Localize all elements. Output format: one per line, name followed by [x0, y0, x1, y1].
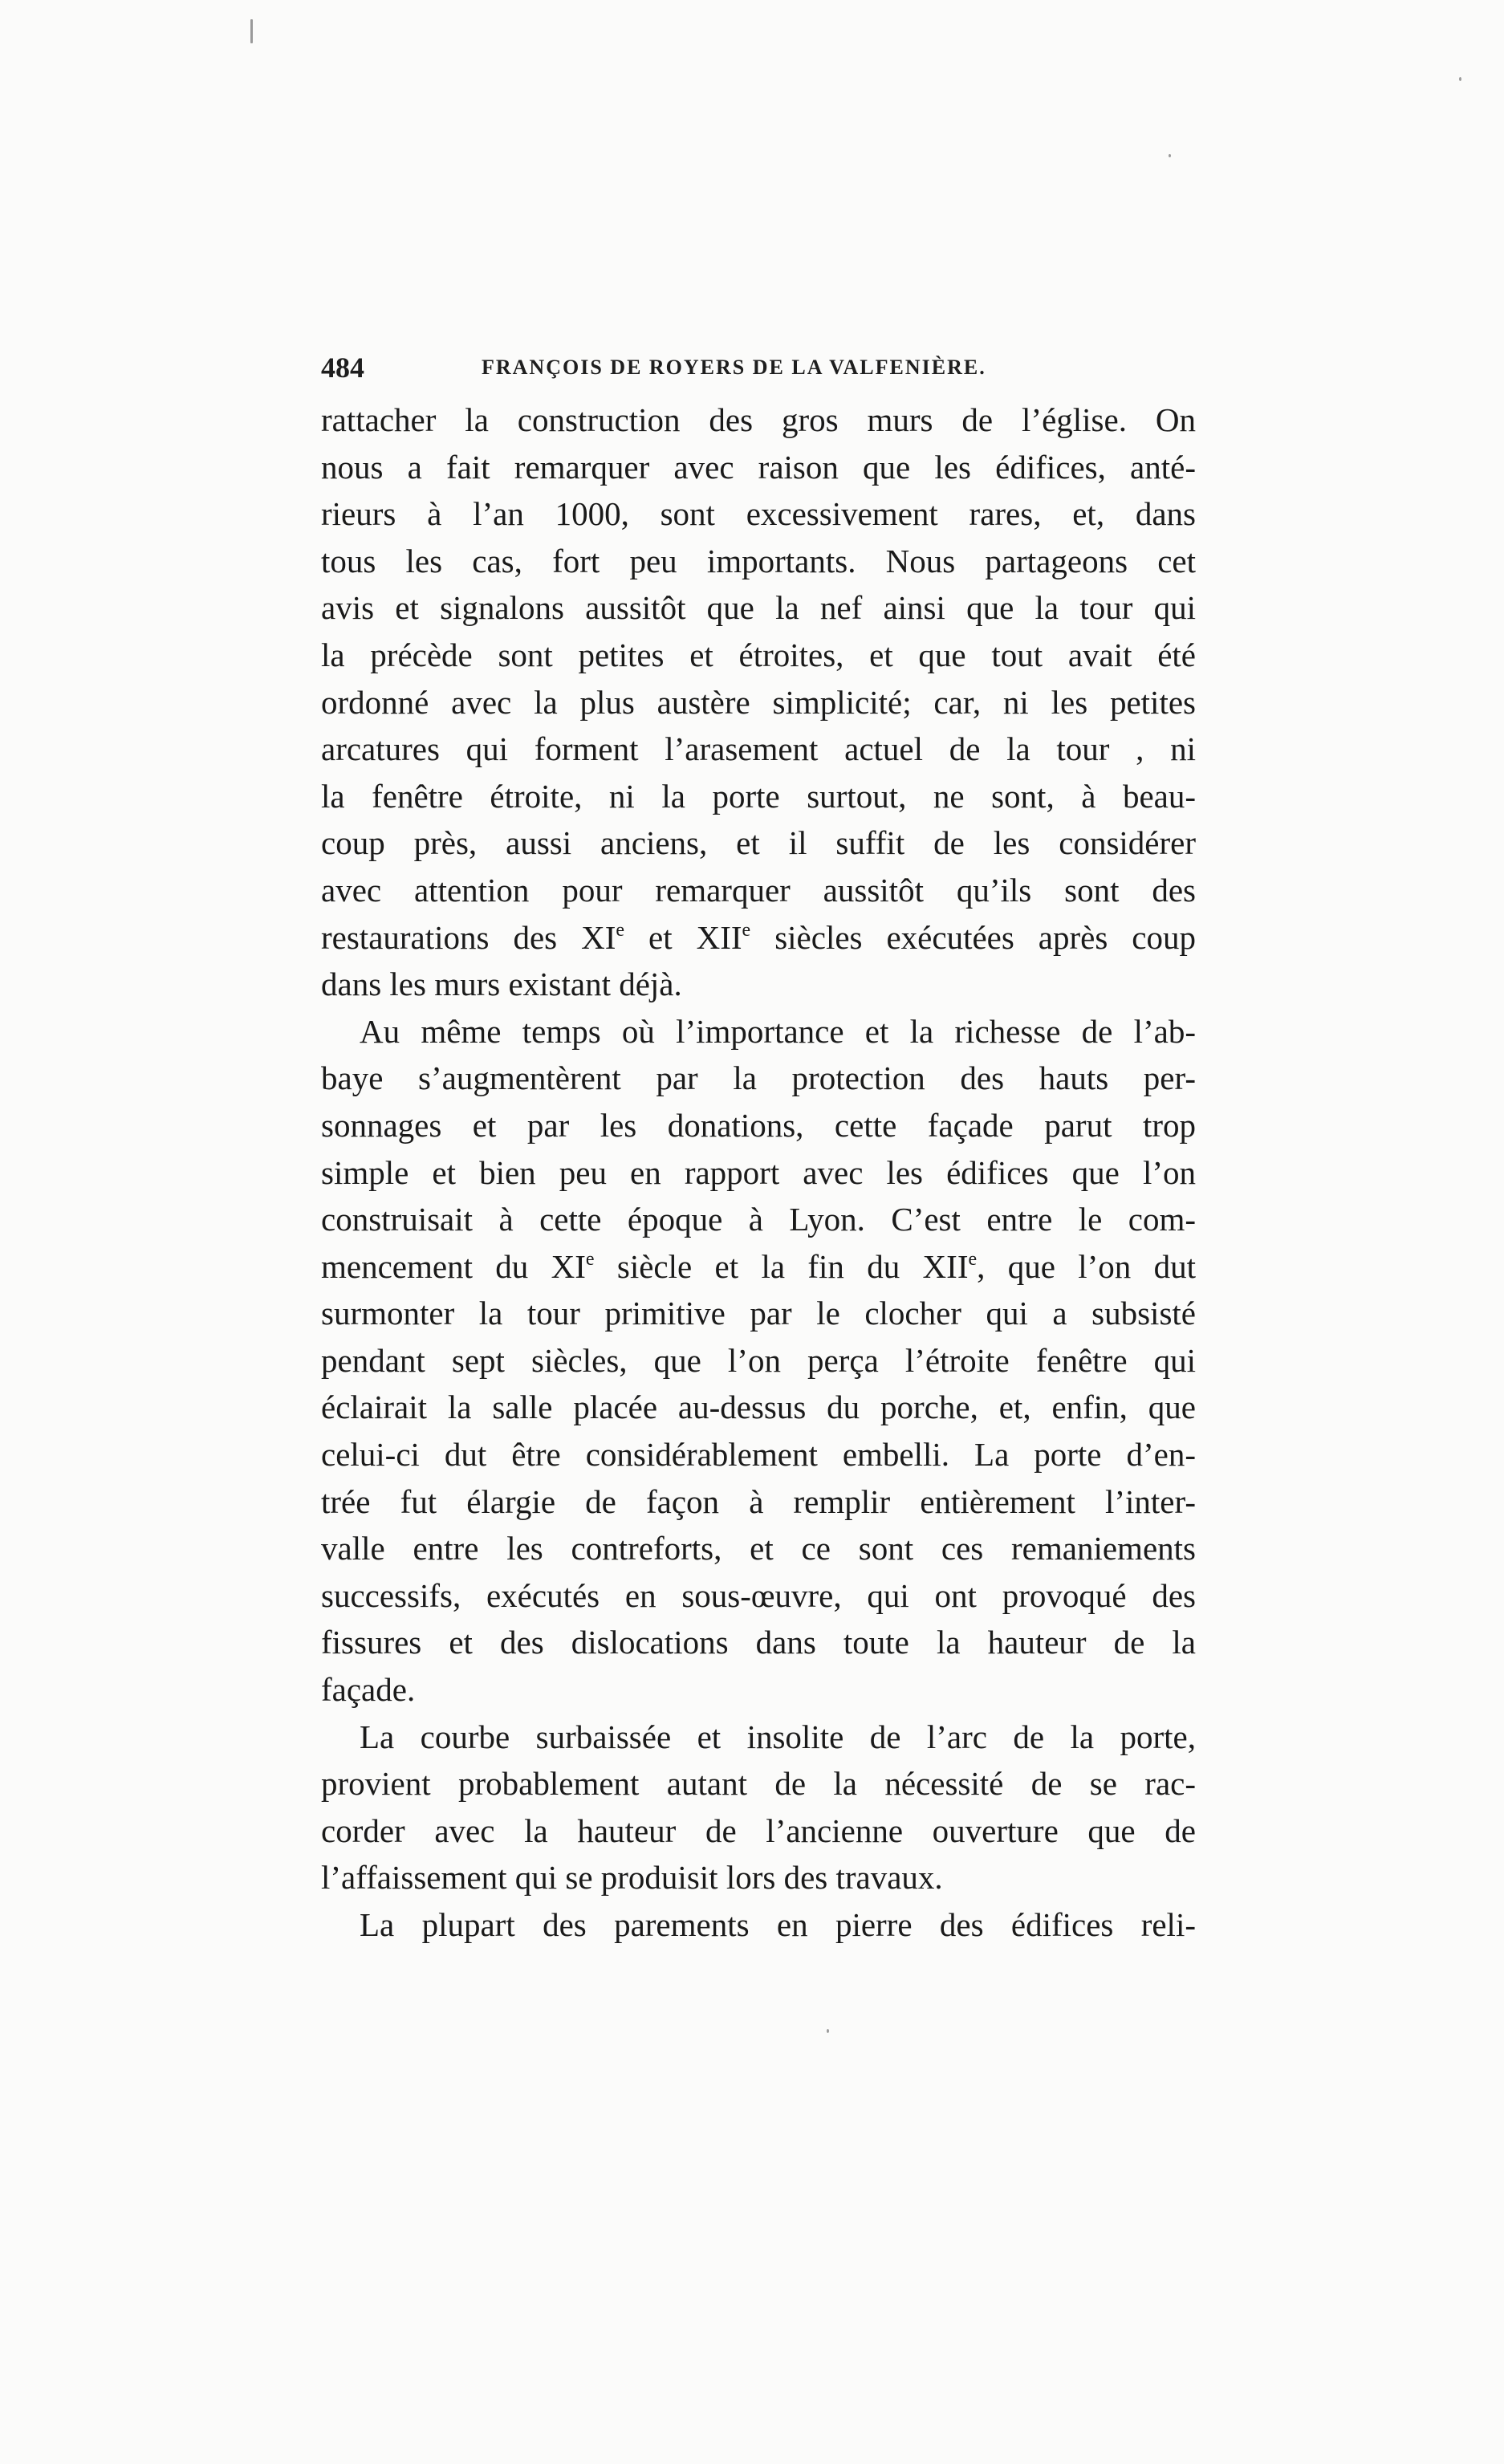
- text-segment: siècle et la fin du XII: [594, 1247, 969, 1285]
- text-line: simple et bien peu en rapport avec les édifices que l’on: [321, 1153, 1196, 1191]
- text-line: provient probablement autant de la nécessité de se rac-: [321, 1765, 1196, 1803]
- text-line: ordonné avec la plus austère simplicité; car, ni les petites: [321, 683, 1196, 721]
- text-line: avis et signalons aussitôt que la nef ainsi que la tour qui: [321, 589, 1196, 627]
- text-line: éclairait la salle placée au-dessus du porche, et, enfin, que: [321, 1389, 1196, 1426]
- text-line: avec attention pour remarquer aussitôt qu’ils sont des: [321, 871, 1196, 909]
- text-line: La courbe surbaissée et insolite de l’arc de la porte,: [360, 1718, 1196, 1755]
- superscript: e: [616, 919, 625, 941]
- text-line: [321, 1243, 1196, 1291]
- paper-speck: [1169, 154, 1171, 157]
- page-number: 484: [321, 352, 364, 384]
- text-line: dans les murs existant déjà.: [321, 966, 682, 1003]
- paper-speck: [827, 2029, 829, 2033]
- paper-speck: [250, 19, 253, 43]
- text-line: arcatures qui forment l’arasement actuel de la tour , ni: [321, 730, 1196, 768]
- text-line: [321, 914, 1196, 962]
- running-title: FRANÇOIS DE ROYERS DE LA VALFENIÈRE.: [482, 356, 986, 379]
- text-segment: mencement du XI: [321, 1247, 586, 1285]
- text-line: trée fut élargie de façon à remplir entièrement l’inter-: [321, 1482, 1196, 1520]
- paragraph: [321, 1008, 1196, 1714]
- text-line: coup près, aussi anciens, et il suffit de les considérer: [321, 824, 1196, 862]
- text-line: rattacher la construction des gros murs de l’église. On: [321, 401, 1196, 438]
- text-line: la précède sont petites et étroites, et que tout avait été: [321, 636, 1196, 673]
- text-line: corder avec la hauteur de l’ancienne ouverture que de: [321, 1811, 1196, 1849]
- text-line: sonnages et par les donations, cette façade parut trop: [321, 1106, 1196, 1144]
- body-text: [321, 396, 1196, 1949]
- superscript: e: [968, 1248, 978, 1270]
- text-line: rieurs à l’an 1000, sont excessivement rares, et, dans: [321, 495, 1196, 533]
- running-head: [321, 344, 1188, 392]
- text-line: celui-ci dut être considérablement embelli. La porte d’en-: [321, 1436, 1196, 1474]
- text-line: successifs, exécutés en sous-œuvre, qui ont provoqué des: [321, 1576, 1196, 1614]
- text-segment: et XII: [624, 918, 742, 956]
- text-line: Au même temps où l’importance et la richesse de l’ab-: [360, 1012, 1196, 1050]
- paragraph: [321, 1714, 1196, 1901]
- text-line: nous a fait remarquer avec raison que les édifices, anté-: [321, 448, 1196, 486]
- text-line: pendant sept siècles, que l’on perça l’étroite fenêtre qui: [321, 1341, 1196, 1379]
- text-line: fissures et des dislocations dans toute la hauteur de la: [321, 1624, 1196, 1661]
- text-segment: , que l’on dut: [977, 1247, 1197, 1285]
- text-line: construisait à cette époque à Lyon. C’est entre le com-: [321, 1201, 1196, 1238]
- text-line: tous les cas, fort peu importants. Nous partageons cet: [321, 542, 1196, 579]
- text-line: la fenêtre étroite, ni la porte surtout, ne sont, à beau-: [321, 777, 1196, 815]
- text-line: surmonter la tour primitive par le clocher qui a subsisté: [321, 1295, 1196, 1332]
- superscript: e: [585, 1248, 595, 1270]
- paragraph: [321, 396, 1196, 1008]
- paragraph: [321, 1901, 1196, 1949]
- superscript: e: [742, 919, 751, 941]
- text-line: façade.: [321, 1671, 416, 1709]
- text-line: l’affaissement qui se produisit lors des travaux.: [321, 1859, 943, 1897]
- text-segment: restaurations des XI: [321, 918, 616, 956]
- text-segment: siècles exécutées après coup: [750, 918, 1196, 956]
- paper-speck: [1459, 77, 1461, 81]
- text-line: La plupart des parements en pierre des édifices reli-: [360, 1906, 1196, 1943]
- text-line: baye s’augmentèrent par la protection des hauts per-: [321, 1059, 1196, 1097]
- text-line: valle entre les contreforts, et ce sont ces remaniements: [321, 1530, 1196, 1567]
